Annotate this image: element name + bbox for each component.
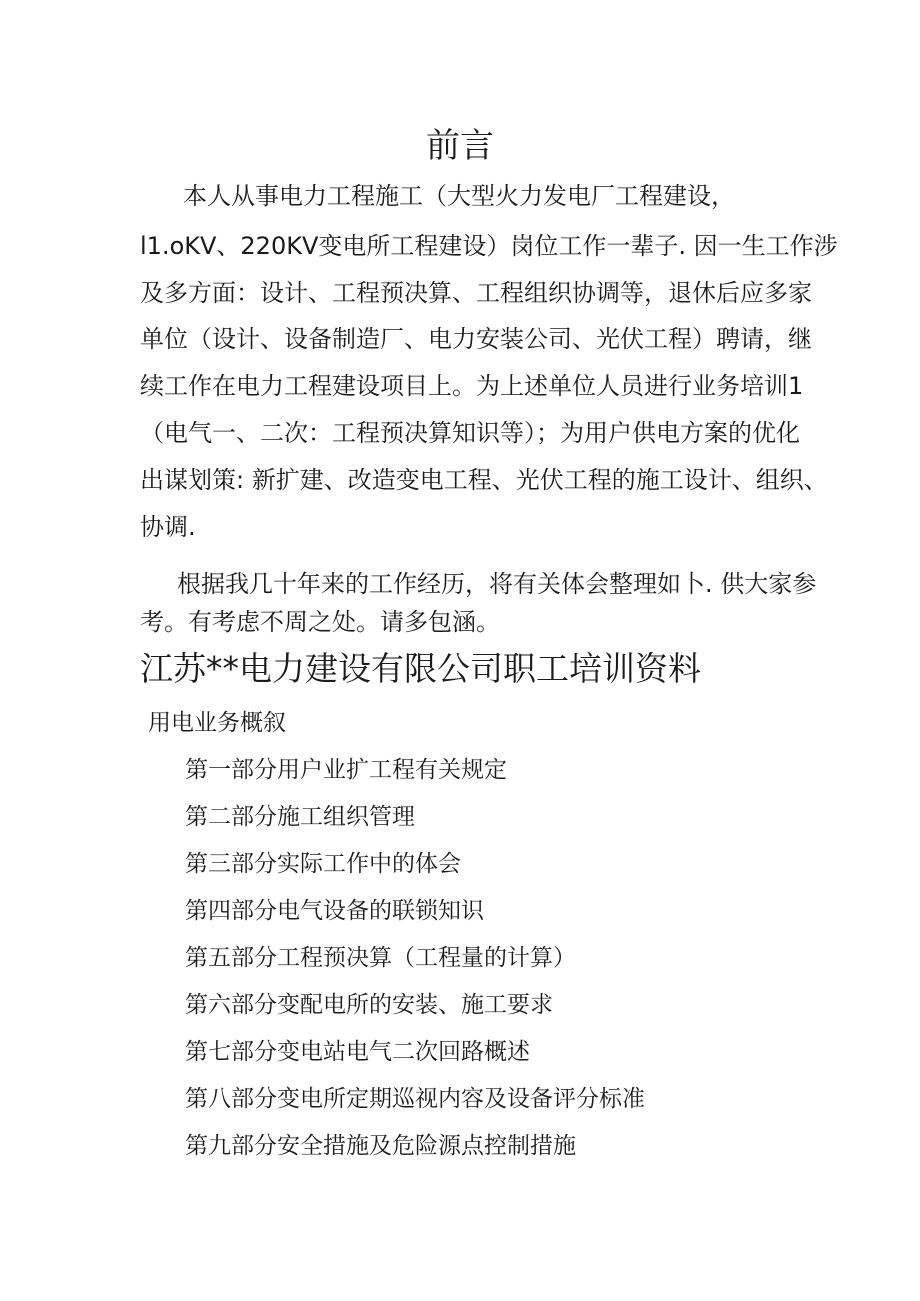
preface-line: 续工作在电力工程建设项目上。为上述单位人员进行业务培训1 xyxy=(140,372,804,400)
preface-line: 协调. xyxy=(140,513,196,541)
closing-line: 根据我几十年来的工作经历，将有关体会整理如卜. 供大家参 xyxy=(177,570,817,598)
preface-line: 本人从事电力工程施工（大型火力发电厂工程建设， xyxy=(183,182,735,210)
company-heading: 江苏**电力建设有限公司职工培训资料 xyxy=(140,649,701,688)
toc-item: 第一部分用户业扩工程有关规定 xyxy=(185,757,507,783)
preface-line: l1.oKV、220KV变电所工程建设）岗位工作一辈子. 因一生工作涉 xyxy=(140,232,838,260)
toc-item: 第三部分实际工作中的体会 xyxy=(185,851,461,877)
toc-item: 第九部分安全措施及危险源点控制措施 xyxy=(185,1133,576,1159)
overview-heading: 用电业务概叙 xyxy=(148,710,286,736)
toc-item: 第七部分变电站电气二次回路概述 xyxy=(185,1039,530,1065)
page-title: 前言 xyxy=(426,126,494,166)
toc-item: 第八部分变电所定期巡视内容及设备评分标准 xyxy=(185,1086,645,1112)
preface-line: 出谋划策: 新扩建、改造变电工程、光伏工程的施工设计、组织、 xyxy=(140,466,828,494)
preface-line: 单位（设计、设备制造厂、电力安装公司、光伏工程）聘请，继 xyxy=(140,325,812,353)
toc-item: 第六部分变配电所的安装、施工要求 xyxy=(185,992,553,1018)
preface-line: （电气一、二次：工程预决算知识等）；为用户供电方案的优化 xyxy=(140,419,800,447)
toc-item: 第五部分工程预决算（工程量的计算） xyxy=(185,945,576,971)
closing-line: 考。有考虑不周之处。请多包涵。 xyxy=(140,608,500,636)
preface-line: 及多方面：设计、工程预决算、工程组织协调等，退休后应多家 xyxy=(140,279,812,307)
toc-item: 第二部分施工组织管理 xyxy=(185,804,415,830)
toc-item: 第四部分电气设备的联锁知识 xyxy=(185,898,484,924)
